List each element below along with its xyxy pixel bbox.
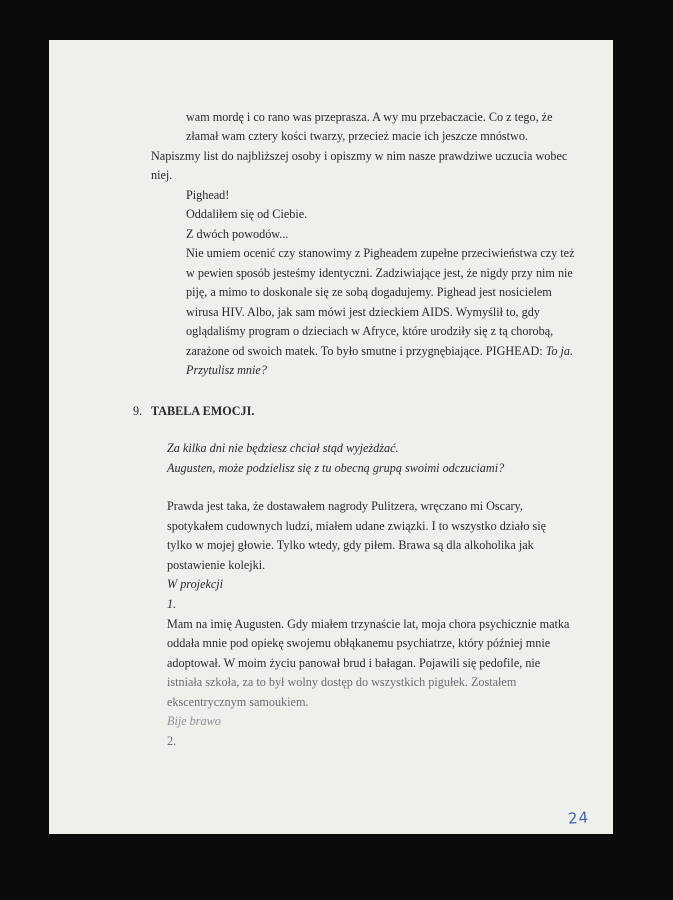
item-number: 1. <box>167 597 177 611</box>
text-line: Napiszmy list do najbliższej osoby i opiszmy w nim nasze prawdziwe uczucia wobec <box>151 149 568 163</box>
text-line: tylko w mojej głowie. Tylko wtedy, gdy piłem. Brawa są dla alkoholika jak <box>167 538 534 552</box>
text-line: Oddaliłem się od Ciebie. <box>186 207 308 221</box>
text-line: spotykałem cudownych ludzi, miałem udane związki. I to wszystko działo się <box>167 519 547 533</box>
stage-direction: Bije brawo <box>167 714 221 728</box>
text-line: Nie umiem ocenić czy stanowimy z Pigheadem zupełne przeciwieństwa czy też <box>186 246 575 260</box>
text-line: oglądaliśmy program o dzieciach w Afryce, które urodziły się z tą chorobą, <box>186 324 554 338</box>
text-line: postawienie kolejki. <box>167 558 266 572</box>
text-line: istniała szkoła, za to był wolny dostęp do wszystkich pigułek. Zostałem <box>167 675 517 689</box>
italic-line: Za kilka dni nie będziesz chciał stąd wyjeżdżać. <box>167 441 399 455</box>
quote-italic-line: Przytulisz mnie? <box>186 363 267 377</box>
text-line: Pighead! <box>186 188 230 202</box>
quote-italic: To ja. <box>545 344 574 358</box>
text-line: Prawda jest taka, że dostawałem nagrody Pulitzera, wręczano mi Oscary, <box>167 499 523 513</box>
text-line <box>186 344 573 358</box>
text-line: adoptował. W moim życiu panował brud i bałagan. Pojawili się pedofile, nie <box>167 656 541 670</box>
text-line: Z dwóch powodów... <box>186 227 289 241</box>
text-line: ekscentrycznym samoukiem. <box>167 695 309 709</box>
text-line: wam mordę i co rano was przeprasza. A wy mu przebaczacie. Co z tego, że <box>186 110 553 124</box>
section-title: TABELA EMOCJI. <box>151 404 255 418</box>
item-number: 2. <box>167 734 177 748</box>
stage-direction: W projekcji <box>167 577 224 591</box>
text-line: w pewien sposób jesteśmy identyczni. Zadziwiające jest, że nigdy przy nim nie <box>186 266 573 280</box>
text-line: piję, a mimo to doskonale się ze sobą dogadujemy. Pighead jest nosicielem <box>186 285 552 299</box>
text-line: Mam na imię Augusten. Gdy miałem trzynaście lat, moja chora psychicznie matka <box>167 617 570 631</box>
text-line: oddała mnie pod opiekę swojemu obłąkanemu psychiatrze, który później mnie <box>167 636 551 650</box>
text-line: niej. <box>151 168 173 182</box>
italic-line: Augusten, może podzielisz się z tu obecną grupą swoimi odczuciami? <box>167 461 505 475</box>
text-line: wirusa HIV. Albo, jak sam mówi jest dzieckiem AIDS. Wymyślił to, gdy <box>186 305 540 319</box>
page-number: 24 <box>567 808 590 828</box>
section-number: 9. <box>133 404 143 418</box>
text-segment: zarażone od swoich matek. To było smutne i przygnębiające. PIGHEAD: <box>186 344 543 358</box>
text-line: złamał wam cztery kości twarzy, przecież macie ich jeszcze mnóstwo. <box>186 129 528 143</box>
